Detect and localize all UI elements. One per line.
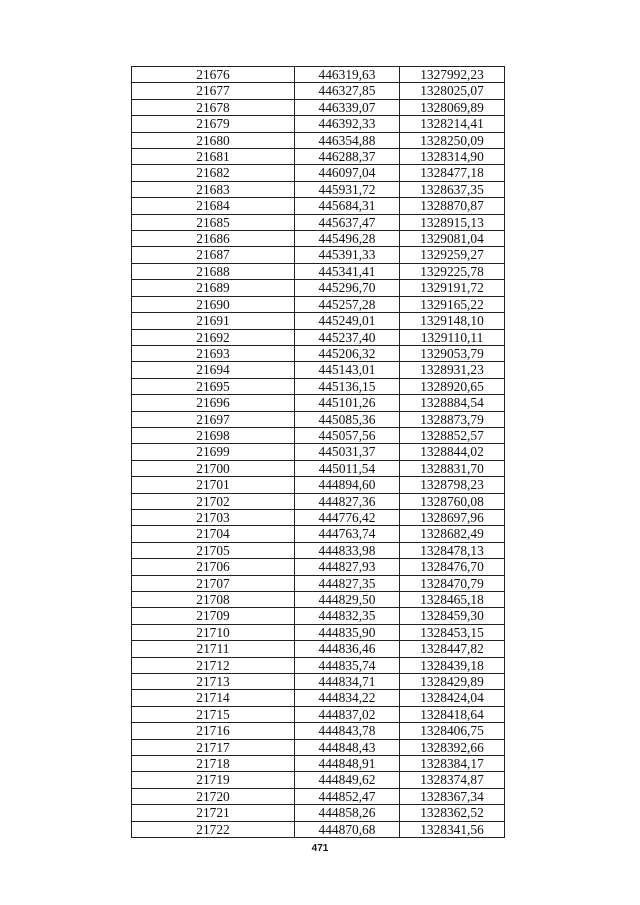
- point-id-cell: 21686: [132, 231, 295, 247]
- y-coordinate-cell: 1328453,15: [400, 624, 505, 640]
- table-row: [132, 214, 505, 230]
- table-row: [132, 313, 505, 329]
- y-coordinate-cell: 1329053,79: [400, 345, 505, 361]
- point-id-cell: 21692: [132, 329, 295, 345]
- point-id-cell: 21690: [132, 296, 295, 312]
- y-coordinate-cell: 1327992,23: [400, 67, 505, 83]
- y-coordinate-cell: 1328477,18: [400, 165, 505, 181]
- x-coordinate-cell: 444836,46: [295, 641, 400, 657]
- point-id-cell: 21679: [132, 116, 295, 132]
- table-row: [132, 395, 505, 411]
- table-row: [132, 592, 505, 608]
- point-id-cell: 21708: [132, 592, 295, 608]
- x-coordinate-cell: 446288,37: [295, 149, 400, 165]
- y-coordinate-cell: 1328873,79: [400, 411, 505, 427]
- x-coordinate-cell: 444843,78: [295, 723, 400, 739]
- table-row: [132, 362, 505, 378]
- point-id-cell: 21716: [132, 723, 295, 739]
- x-coordinate-cell: 445237,40: [295, 329, 400, 345]
- x-coordinate-cell: 445136,15: [295, 378, 400, 394]
- y-coordinate-cell: 1328697,96: [400, 509, 505, 525]
- x-coordinate-cell: 444827,93: [295, 559, 400, 575]
- table-row: [132, 624, 505, 640]
- x-coordinate-cell: 445057,56: [295, 427, 400, 443]
- table-row: [132, 132, 505, 148]
- point-id-cell: 21699: [132, 444, 295, 460]
- table-row: [132, 198, 505, 214]
- table-row: [132, 756, 505, 772]
- y-coordinate-cell: 1328798,23: [400, 477, 505, 493]
- table-row: [132, 296, 505, 312]
- y-coordinate-cell: 1328069,89: [400, 99, 505, 115]
- x-coordinate-cell: 445011,54: [295, 460, 400, 476]
- table-row: [132, 329, 505, 345]
- table-row: [132, 772, 505, 788]
- point-id-cell: 21688: [132, 263, 295, 279]
- y-coordinate-cell: 1328637,35: [400, 181, 505, 197]
- x-coordinate-cell: 446097,04: [295, 165, 400, 181]
- table-row: [132, 493, 505, 509]
- point-id-cell: 21698: [132, 427, 295, 443]
- y-coordinate-cell: 1328884,54: [400, 395, 505, 411]
- x-coordinate-cell: 446339,07: [295, 99, 400, 115]
- table-row: [132, 739, 505, 755]
- y-coordinate-cell: 1328920,65: [400, 378, 505, 394]
- table-row: [132, 690, 505, 706]
- point-id-cell: 21684: [132, 198, 295, 214]
- point-id-cell: 21710: [132, 624, 295, 640]
- point-id-cell: 21694: [132, 362, 295, 378]
- table-row: [132, 805, 505, 821]
- table-row: [132, 526, 505, 542]
- point-id-cell: 21680: [132, 132, 295, 148]
- x-coordinate-cell: 445684,31: [295, 198, 400, 214]
- x-coordinate-cell: 444870,68: [295, 821, 400, 837]
- x-coordinate-cell: 445206,32: [295, 345, 400, 361]
- point-id-cell: 21682: [132, 165, 295, 181]
- table-row: [132, 509, 505, 525]
- x-coordinate-cell: 445143,01: [295, 362, 400, 378]
- table-row: [132, 444, 505, 460]
- point-id-cell: 21678: [132, 99, 295, 115]
- table-row: [132, 83, 505, 99]
- y-coordinate-cell: 1329165,22: [400, 296, 505, 312]
- y-coordinate-cell: 1328384,17: [400, 756, 505, 772]
- y-coordinate-cell: 1328429,89: [400, 674, 505, 690]
- y-coordinate-cell: 1328367,34: [400, 788, 505, 804]
- y-coordinate-cell: 1328392,66: [400, 739, 505, 755]
- x-coordinate-cell: 444827,35: [295, 575, 400, 591]
- table-row: [132, 165, 505, 181]
- point-id-cell: 21681: [132, 149, 295, 165]
- y-coordinate-cell: 1328470,79: [400, 575, 505, 591]
- x-coordinate-cell: 444763,74: [295, 526, 400, 542]
- point-id-cell: 21677: [132, 83, 295, 99]
- table-row: [132, 542, 505, 558]
- point-id-cell: 21689: [132, 280, 295, 296]
- x-coordinate-cell: 444848,91: [295, 756, 400, 772]
- table-row: [132, 378, 505, 394]
- x-coordinate-cell: 444776,42: [295, 509, 400, 525]
- y-coordinate-cell: 1328465,18: [400, 592, 505, 608]
- y-coordinate-cell: 1328025,07: [400, 83, 505, 99]
- point-id-cell: 21717: [132, 739, 295, 755]
- table-row: [132, 559, 505, 575]
- point-id-cell: 21687: [132, 247, 295, 263]
- point-id-cell: 21714: [132, 690, 295, 706]
- point-id-cell: 21691: [132, 313, 295, 329]
- point-id-cell: 21713: [132, 674, 295, 690]
- x-coordinate-cell: 445101,26: [295, 395, 400, 411]
- table-row: [132, 247, 505, 263]
- y-coordinate-cell: 1329110,11: [400, 329, 505, 345]
- y-coordinate-cell: 1328476,70: [400, 559, 505, 575]
- point-id-cell: 21715: [132, 706, 295, 722]
- table-row: [132, 657, 505, 673]
- table-row: [132, 788, 505, 804]
- point-id-cell: 21706: [132, 559, 295, 575]
- x-coordinate-cell: 445085,36: [295, 411, 400, 427]
- y-coordinate-cell: 1328341,56: [400, 821, 505, 837]
- x-coordinate-cell: 445391,33: [295, 247, 400, 263]
- x-coordinate-cell: 444852,47: [295, 788, 400, 804]
- x-coordinate-cell: 444834,71: [295, 674, 400, 690]
- y-coordinate-cell: 1328852,57: [400, 427, 505, 443]
- y-coordinate-cell: 1328362,52: [400, 805, 505, 821]
- x-coordinate-cell: 446392,33: [295, 116, 400, 132]
- point-id-cell: 21676: [132, 67, 295, 83]
- y-coordinate-cell: 1328447,82: [400, 641, 505, 657]
- y-coordinate-cell: 1328760,08: [400, 493, 505, 509]
- coordinates-table: [131, 66, 505, 838]
- x-coordinate-cell: 446354,88: [295, 132, 400, 148]
- point-id-cell: 21683: [132, 181, 295, 197]
- table-row: [132, 263, 505, 279]
- y-coordinate-cell: 1328314,90: [400, 149, 505, 165]
- table-row: [132, 821, 505, 837]
- y-coordinate-cell: 1328439,18: [400, 657, 505, 673]
- x-coordinate-cell: 444829,50: [295, 592, 400, 608]
- x-coordinate-cell: 444834,22: [295, 690, 400, 706]
- point-id-cell: 21720: [132, 788, 295, 804]
- y-coordinate-cell: 1328831,70: [400, 460, 505, 476]
- point-id-cell: 21712: [132, 657, 295, 673]
- table-row: [132, 99, 505, 115]
- x-coordinate-cell: 445257,28: [295, 296, 400, 312]
- x-coordinate-cell: 444832,35: [295, 608, 400, 624]
- x-coordinate-cell: 444833,98: [295, 542, 400, 558]
- y-coordinate-cell: 1328214,41: [400, 116, 505, 132]
- table-row: [132, 723, 505, 739]
- table-row: [132, 149, 505, 165]
- x-coordinate-cell: 445931,72: [295, 181, 400, 197]
- point-id-cell: 21709: [132, 608, 295, 624]
- x-coordinate-cell: 445637,47: [295, 214, 400, 230]
- point-id-cell: 21697: [132, 411, 295, 427]
- y-coordinate-cell: 1328374,87: [400, 772, 505, 788]
- point-id-cell: 21705: [132, 542, 295, 558]
- y-coordinate-cell: 1328915,13: [400, 214, 505, 230]
- y-coordinate-cell: 1328250,09: [400, 132, 505, 148]
- point-id-cell: 21702: [132, 493, 295, 509]
- x-coordinate-cell: 445031,37: [295, 444, 400, 460]
- point-id-cell: 21696: [132, 395, 295, 411]
- x-coordinate-cell: 444858,26: [295, 805, 400, 821]
- y-coordinate-cell: 1329225,78: [400, 263, 505, 279]
- y-coordinate-cell: 1329081,04: [400, 231, 505, 247]
- table-row: [132, 477, 505, 493]
- y-coordinate-cell: 1328424,04: [400, 690, 505, 706]
- point-id-cell: 21700: [132, 460, 295, 476]
- table-row: [132, 116, 505, 132]
- table-row: [132, 427, 505, 443]
- point-id-cell: 21704: [132, 526, 295, 542]
- point-id-cell: 21721: [132, 805, 295, 821]
- y-coordinate-cell: 1328870,87: [400, 198, 505, 214]
- table-row: [132, 231, 505, 247]
- page-number: 471: [311, 843, 329, 854]
- x-coordinate-cell: 445249,01: [295, 313, 400, 329]
- x-coordinate-cell: 445496,28: [295, 231, 400, 247]
- y-coordinate-cell: 1329259,27: [400, 247, 505, 263]
- x-coordinate-cell: 446327,85: [295, 83, 400, 99]
- y-coordinate-cell: 1329148,10: [400, 313, 505, 329]
- x-coordinate-cell: 444837,02: [295, 706, 400, 722]
- x-coordinate-cell: 444835,90: [295, 624, 400, 640]
- x-coordinate-cell: 445296,70: [295, 280, 400, 296]
- table-row: [132, 345, 505, 361]
- y-coordinate-cell: 1328844,02: [400, 444, 505, 460]
- table-row: [132, 280, 505, 296]
- point-id-cell: 21701: [132, 477, 295, 493]
- y-coordinate-cell: 1328418,64: [400, 706, 505, 722]
- table-row: [132, 608, 505, 624]
- y-coordinate-cell: 1328478,13: [400, 542, 505, 558]
- x-coordinate-cell: 444835,74: [295, 657, 400, 673]
- point-id-cell: 21703: [132, 509, 295, 525]
- x-coordinate-cell: 445341,41: [295, 263, 400, 279]
- table-row: [132, 411, 505, 427]
- x-coordinate-cell: 446319,63: [295, 67, 400, 83]
- point-id-cell: 21695: [132, 378, 295, 394]
- y-coordinate-cell: 1328682,49: [400, 526, 505, 542]
- point-id-cell: 21719: [132, 772, 295, 788]
- table-row: [132, 460, 505, 476]
- point-id-cell: 21722: [132, 821, 295, 837]
- table-row: [132, 641, 505, 657]
- table-row: [132, 181, 505, 197]
- x-coordinate-cell: 444894,60: [295, 477, 400, 493]
- table-row: [132, 575, 505, 591]
- coordinates-table-body: [132, 67, 505, 838]
- y-coordinate-cell: 1328406,75: [400, 723, 505, 739]
- x-coordinate-cell: 444848,43: [295, 739, 400, 755]
- y-coordinate-cell: 1328459,30: [400, 608, 505, 624]
- table-row: [132, 706, 505, 722]
- table-row: [132, 67, 505, 83]
- x-coordinate-cell: 444849,62: [295, 772, 400, 788]
- y-coordinate-cell: 1329191,72: [400, 280, 505, 296]
- point-id-cell: 21711: [132, 641, 295, 657]
- point-id-cell: 21718: [132, 756, 295, 772]
- table-row: [132, 674, 505, 690]
- y-coordinate-cell: 1328931,23: [400, 362, 505, 378]
- point-id-cell: 21707: [132, 575, 295, 591]
- point-id-cell: 21693: [132, 345, 295, 361]
- x-coordinate-cell: 444827,36: [295, 493, 400, 509]
- point-id-cell: 21685: [132, 214, 295, 230]
